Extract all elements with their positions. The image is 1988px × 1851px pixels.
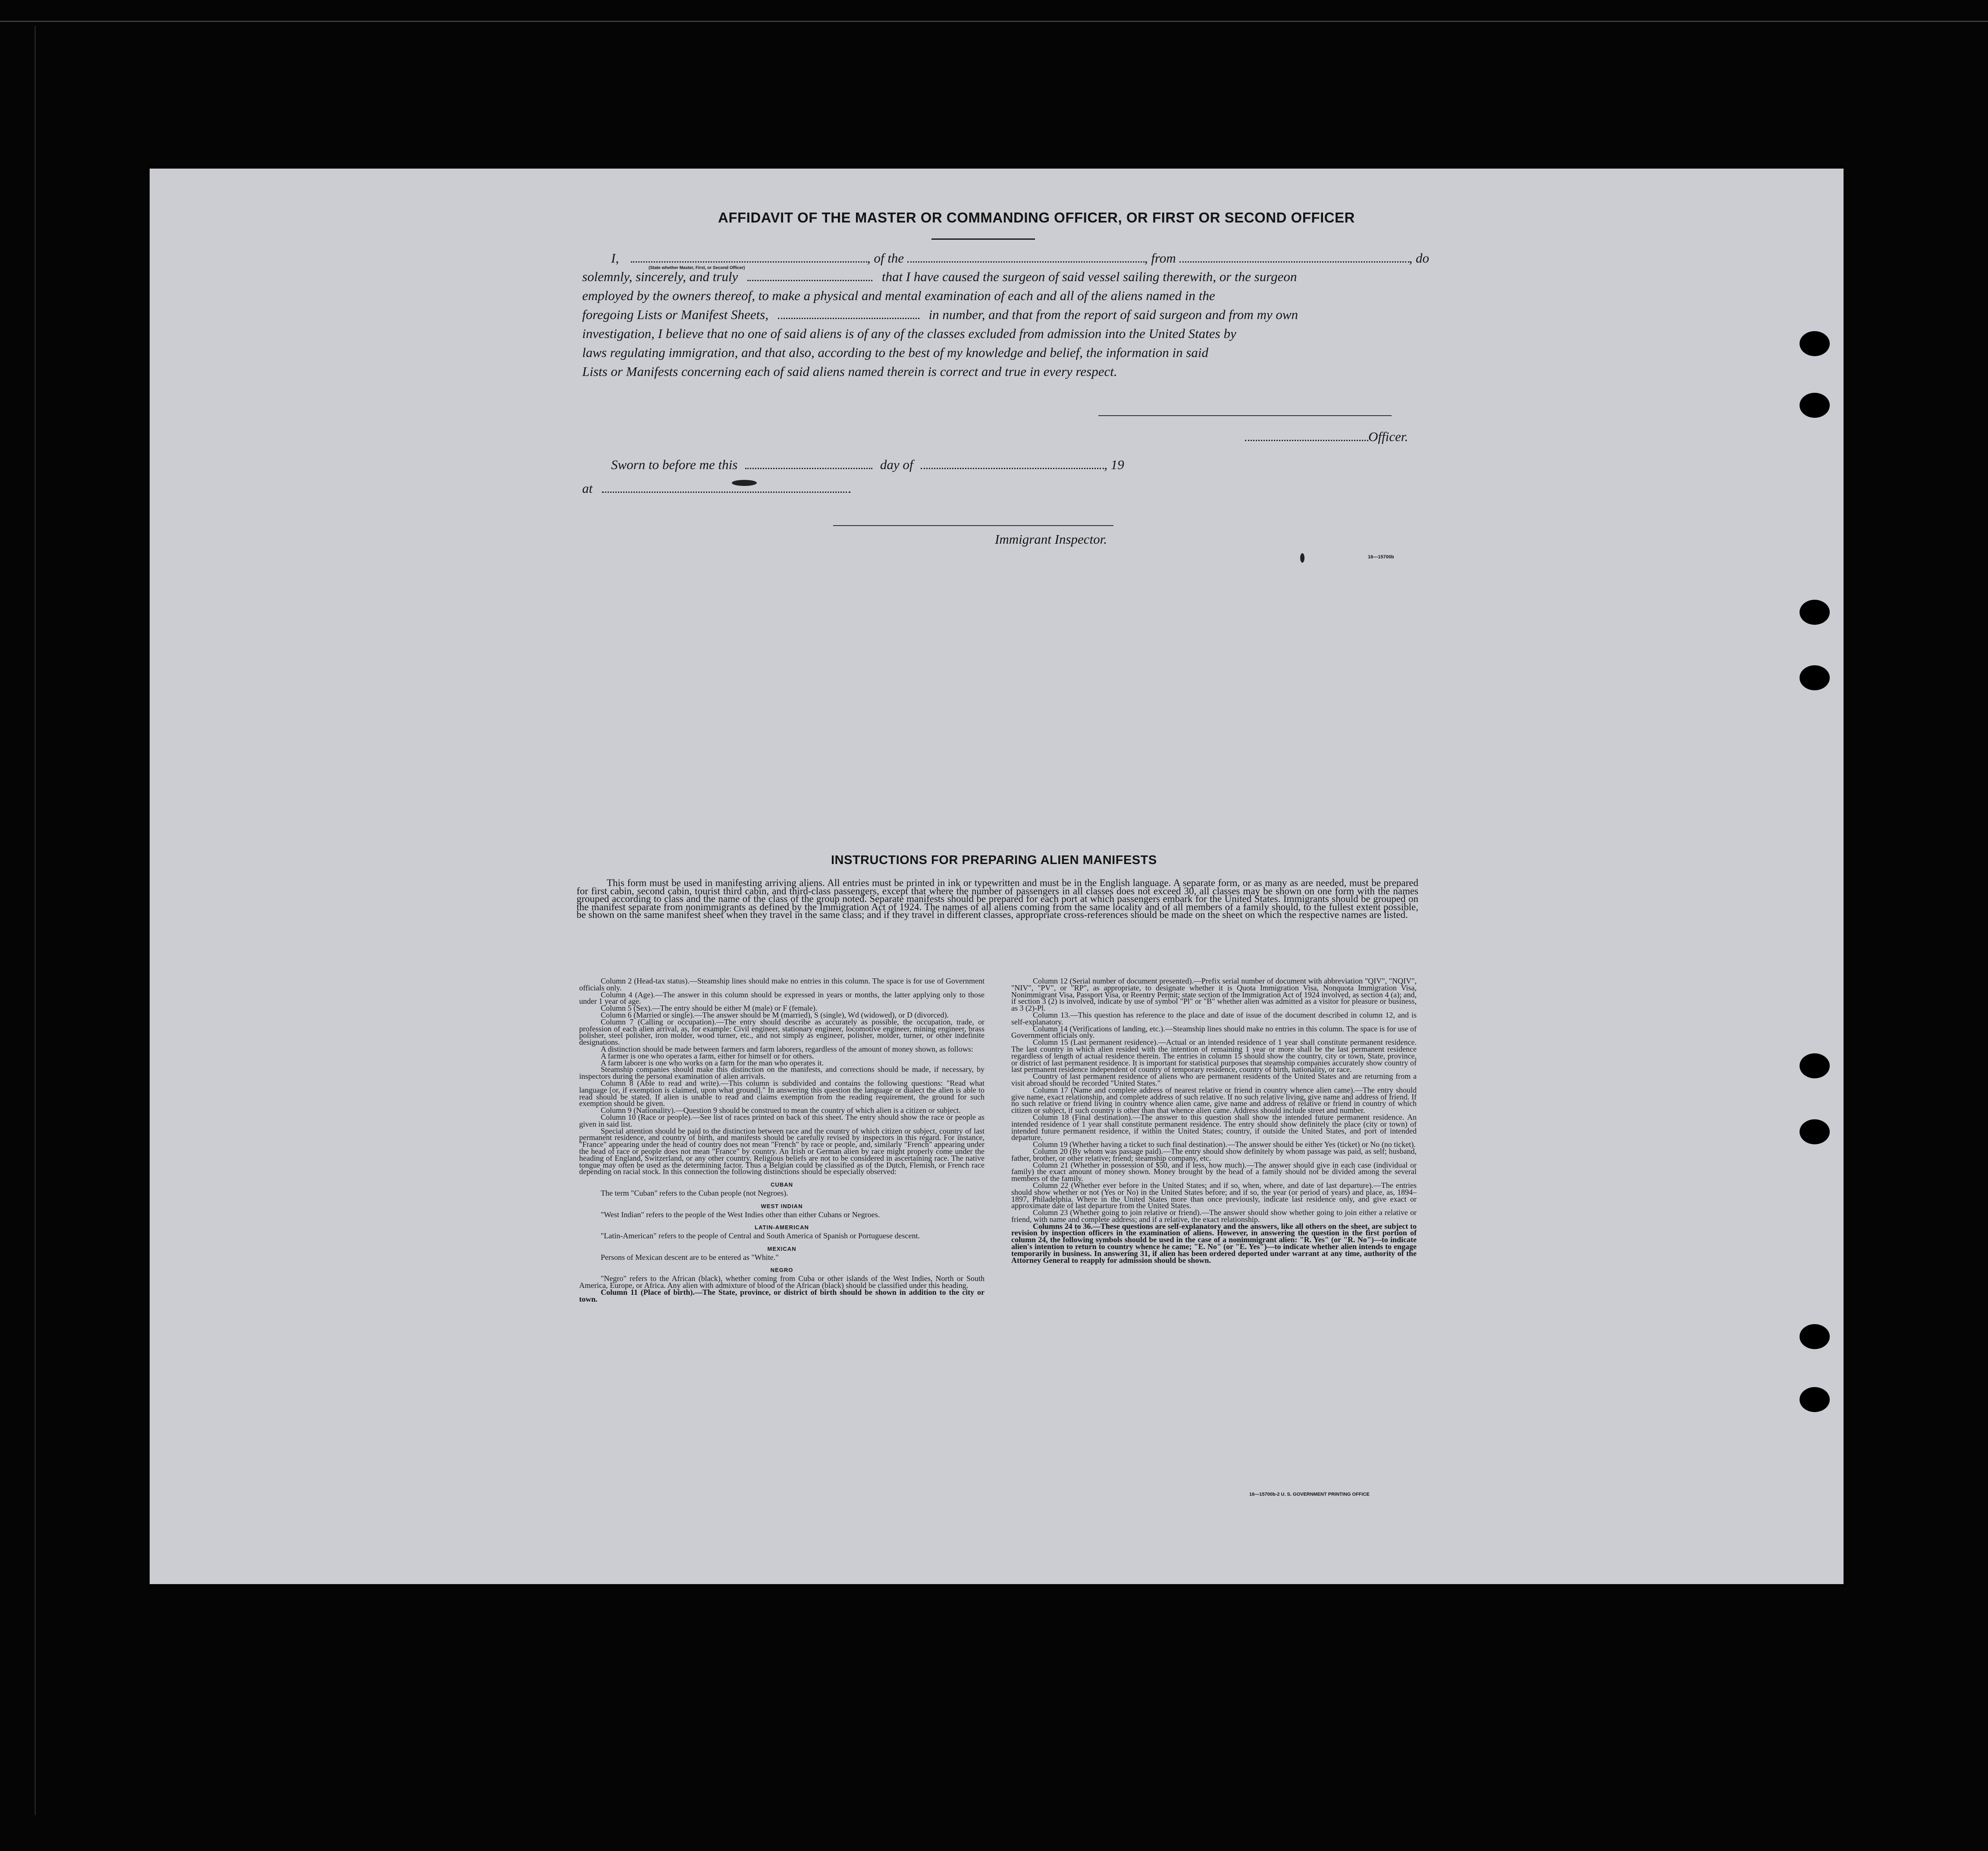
left-para: Column 8 (Able to read and write).—This column is subdivided and contains the following questions: "Read what language [or, if exemption is claimed, upon what ground]." In answering this question the language or dialect the alien is able to read should be stated. If alien is unable to read and claims exemption from the reading requirement, the ground for such exemption should be given.	[579, 1078, 985, 1108]
film-frame-top	[0, 21, 1988, 22]
left-para: A farm laborer is one who works on a farm for the man who operates it.	[601, 1058, 824, 1067]
punch-hole	[1800, 600, 1830, 625]
right-para: Column 23 (Whether going to join relative or friend).—The answer should show whether going to join either a relative or friend, with name and complete address; and if a relative, the exact relationship.	[1011, 1208, 1417, 1224]
left-para: Column 2 (Head-tax status).—Steamship lines should make no entries in this column. The space is for use of Government officials only.	[579, 977, 985, 992]
right-para: Column 22 (Whether ever before in the United States; and if so, when, where, and date of last departure).—The entries should show whether or not (Yes or No) in the United States before; and if so, the year (or period of years) and place, as, 1894–1897, Philadelphia. Where in the United States more than once previously, indicate last residence only, and give exact or approximate date of last departure from the United States.	[1011, 1181, 1417, 1210]
affidavit-form-code: 16—15700b	[1368, 554, 1394, 560]
title-underline	[931, 238, 1035, 240]
sworn-row	[611, 455, 1124, 474]
do-label: , do	[1409, 251, 1429, 266]
instructions-intro	[577, 879, 1418, 919]
affidavit-line-5: investigation, I believe that no one of said aliens is of any of the classes excluded from admission into the United States by	[582, 326, 1236, 341]
at-row	[582, 479, 850, 498]
officer-rank-note: (State whether Master, First, or Second Officer)	[649, 266, 745, 270]
oath-field[interactable]	[747, 273, 872, 281]
race-heading: NEGRO	[770, 1267, 793, 1274]
affidavit-line-1	[611, 249, 1429, 268]
inspector-label: Immigrant Inspector.	[995, 532, 1107, 547]
officer-signature-row	[1245, 427, 1408, 446]
affidavit-line-7: Lists or Manifests concerning each of said aliens named therein is correct and true in every respect.	[582, 364, 1117, 379]
race-note: Persons of Mexican descent are to be entered as "White."	[601, 1253, 779, 1262]
line2-end: that I have caused the surgeon of said vessel sailing therewith, or the surgeon	[881, 269, 1297, 284]
punch-hole	[1800, 1053, 1830, 1078]
from-label: , from	[1144, 251, 1176, 266]
year-label: , 19	[1104, 457, 1124, 472]
sworn-month-field[interactable]	[921, 461, 1104, 469]
port-from-field[interactable]	[1179, 254, 1409, 263]
race-note: "Latin-American" refers to the people of Central and South America of Spanish or Portuguese descent.	[601, 1231, 920, 1240]
line4-end: in number, and that from the report of said surgeon and from my own	[928, 307, 1298, 322]
right-para: Column 15 (Last permanent residence).—Actual or an intended residence of 1 year shall constitute permanent residence. The last country in which alien resided with the intention of remaining 1 year or more shall be the last permanent residence regardless of length of actual residence therein. The entries in column 15 should show the country, city or town, State, province, or district of last permanent residence. It is important for statistical purposes that steamship companies accurately show country of last permanent residence independent of country of temporary residence, country of birth, nationality, or race.	[1011, 1038, 1417, 1074]
right-para: Country of last permanent residence of aliens who are permanent residents of the United States and are returning from a visit abroad should be recorded "United States."	[1011, 1072, 1417, 1087]
right-para: Column 12 (Serial number of document presented).—Prefix serial number of document with abbreviation "QIV", "NQIV", "NIV", "PV", or "RP", as appropriate, to designate whether it is Quota Immigration Visa, Nonquota Immigration Visa, Nonimmigrant Visa, Passport Visa, or Reentry Permit; state section of the Immigration Act of 1924 involved, as section 4 (a); and, if section 3 (2) is involved, indicate by use of symbol "Pl" or "B" whether alien was admitted as a visitor for pleasure or business, as 3 (2)-Pl.	[1011, 977, 1417, 1013]
day-of-label: day of	[880, 457, 913, 472]
film-frame-left	[34, 26, 36, 1815]
instructions-left-column	[579, 978, 985, 1303]
officer-signature-field[interactable]	[1245, 433, 1368, 441]
manifest-sheet	[150, 169, 1844, 1584]
affidavit-title: AFFIDAVIT OF THE MASTER OR COMMANDING OFFICER, OR FIRST OR SECOND OFFICER	[718, 210, 1355, 226]
left-para: Special attention should be paid to the distinction between race and the country of which citizen or subject, country of last permanent residence, and country of birth, and manifests should be carefully revised by inspectors in this regard. For instance, "France" appearing under the head of country does not mean "French" by race or people, and, similarly "French" appearing under the head of race or people does not mean "France" by country. An Irish or German alien by race might properly come under the heading of England, Switzerland, or any other country. Religious beliefs are not to be considered in ascertaining race. The native tongue may often be used as the determining factor. Thus a Belgian could be classified as of the Dutch, Flemish, or French race depending on racial stock. In this connection the following distinctions should be especially observed:	[579, 1126, 985, 1176]
inspector-signature-line[interactable]	[833, 524, 1113, 526]
right-para: Column 13.—This question has reference to the place and date of issue of the document described in column 12, and is self-explanatory.	[1011, 1010, 1417, 1026]
right-para: Column 17 (Name and complete address of nearest relative or friend in country whence alien came).—The entry should give name, exact relationship, and complete address of such relative. If no such relative living, give name and address of friend. If no such relative or friend living in country whence alien came, give name and address of relative or friend in country of which citizen or subject, if such country is other than that whence alien came. Address should include street and number.	[1011, 1085, 1417, 1115]
left-para: Column 10 (Race or people).—See list of races printed on back of this sheet. The entry should show the race or people as given in said list.	[579, 1112, 985, 1128]
punch-hole	[1800, 1119, 1830, 1144]
right-para: Column 20 (By whom was passage paid).—The entry should show definitely by whom passage was paid, as self; husband, father, brother, or other relative; friend; steamship company, etc.	[1011, 1146, 1417, 1162]
punch-hole	[1800, 1324, 1830, 1349]
sworn-day-field[interactable]	[745, 461, 872, 469]
right-para: Column 21 (Whether in possession of $50, and if less, how much).—The answer should give in each case (individual or family) the exact amount of money shown. Money brought by the head of a family should not be divided among the several members of the family.	[1011, 1160, 1417, 1183]
left-para: Column 9 (Nationality).—Question 9 should be construed to mean the country of which alien is a citizen or subject.	[601, 1106, 961, 1115]
officer-label: Officer.	[1368, 429, 1408, 444]
pronoun-i: I,	[611, 251, 619, 266]
sworn-label: Sworn to before me this	[611, 457, 738, 472]
right-para: Column 19 (Whether having a ticket to such final destination).—The answer should be either Yes (ticket) or No (no ticket).	[1033, 1140, 1416, 1149]
left-para: Column 6 (Married or single).—The answer should be M (married), S (single), Wd (widowed), or D (divorced).	[601, 1010, 949, 1019]
left-para: Steamship companies should make this distinction on the manifests, and corrections should be made, if necessary, by inspectors during the personal examination of alien arrivals.	[579, 1065, 985, 1081]
punch-hole	[1800, 331, 1830, 356]
race-heading: WEST INDIAN	[761, 1203, 803, 1209]
at-label: at	[582, 481, 593, 496]
race-note: The term "Cuban" refers to the Cuban people (not Negroes).	[601, 1188, 788, 1197]
ink-smudge	[1300, 553, 1304, 563]
race-heading: LATIN-AMERICAN	[755, 1224, 809, 1231]
line4-start: foregoing Lists or Manifest Sheets,	[582, 307, 768, 322]
race-heading: CUBAN	[771, 1181, 793, 1188]
punch-hole	[1800, 393, 1830, 418]
punch-hole	[1800, 665, 1830, 690]
left-last-para: Column 11 (Place of birth).—The State, province, or district of birth should be shown in addition to the city or town.	[579, 1287, 985, 1303]
affidavit-line-6: laws regulating immigration, and that also, according to the best of my knowledge and belief, the information in said	[582, 345, 1209, 360]
race-heading: MEXICAN	[767, 1245, 796, 1252]
affidavit-line-2	[582, 267, 1297, 286]
right-para: Column 18 (Final destination).—The answer to this question shall show the intended future permanent residence. An intended residence of 1 year shall constitute permanent residence. The entry should show definitely the place (city or town) of intended future permanent residence, if within the United States; country, if outside the United States, and port of intended departure.	[1011, 1112, 1417, 1142]
instructions-title: INSTRUCTIONS FOR PREPARING ALIEN MANIFESTS	[831, 853, 1157, 867]
signature-line[interactable]	[1098, 414, 1392, 416]
intro-paragraph: This form must be used in manifesting arriving aliens. All entries must be printed in ink or typewritten and must be in the English language. A separate form, or as many as are needed, must be prepared for first cabin, second cabin, tourist third cabin, and third-class passengers, except that where the number of passengers in all classes does not exceed 30, all classes may be shown on one form with the names grouped according to class and the name of the class of the group noted. Separate manifests should be prepared for each port at which passengers embark for the United States. Immigrants should be grouped on the manifest separate from nonimmigrants as defined by the Immigration Act of 1924. The names of all aliens coming from the same locality and of all members of a family should, to the fullest extent possible, be shown on the same manifest sheet when they travel in the same class; and if they travel in different classes, appropriate cross-references should be made on the sheet on which the respective names are listed.	[577, 877, 1418, 920]
officer-rank-field[interactable]	[631, 254, 867, 263]
sworn-place-field[interactable]	[602, 485, 850, 493]
right-para: Column 14 (Verifications of landing, etc.).—Steamship lines should make no entries in this column. The space is for use of Government officials only.	[1011, 1024, 1417, 1040]
line2-start: solemnly, sincerely, and truly	[582, 269, 738, 284]
left-para: Column 7 (Calling or occupation).—The entry should describe as accurately as possible, the occupation, trade, or profession of each alien arrival, as, for example: Civil engineer, stationary engineer, locomotive engineer, mining engineer, brass polisher, steel polisher, iron molder, wood turner, etc., and not simply as engineer, polisher, molder, turner, or other indefinite designations.	[579, 1017, 985, 1047]
race-note: "Negro" refers to the African (black), whether coming from Cuba or other islands of the West Indies, North or South America, Europe, or Africa. Any alien with admixture of blood of the African (black) should be classified under this heading.	[579, 1274, 985, 1290]
left-para: Column 4 (Age).—The answer in this column should be expressed in years or months, the latter applying only to those under 1 year of age.	[579, 990, 985, 1006]
race-note: "West Indian" refers to the people of the West Indies other than either Cubans or Negroes.	[601, 1210, 880, 1219]
right-para: Columns 24 to 36.—These questions are self-explanatory and the answers, like all others on the sheet, are subject to revision by inspection officers in the examination of aliens. However, in answering the question in the first portion of column 24, the following symbols should be used in the case of a nonimmigrant alien: "R. Yes" (or "R. No")—to indicate alien's intention to return to country whence he came; "E. No" (or "E. Yes")—to indicate whether alien intends to engage temporarily in business. In answering 31, if alien has been ordered deported under warrant at any time, authority of the Attorney General to reapply for admission should be shown.	[1011, 1221, 1417, 1265]
punch-hole	[1800, 1387, 1830, 1412]
left-para: A distinction should be made between farmers and farm laborers, regardless of the amount of money shown, as follows:	[601, 1044, 973, 1053]
left-para: Column 5 (Sex).—The entry should be either M (male) or F (female).	[601, 1004, 818, 1013]
affidavit-line-4	[582, 305, 1298, 324]
of-the-label: , of the	[867, 251, 904, 266]
printing-office-footer: 16—15700b-2 U. S. GOVERNMENT PRINTING OFFICE	[1249, 1492, 1370, 1497]
left-para: A farmer is one who operates a farm, either for himself or for others.	[601, 1051, 814, 1060]
instructions-right-column	[1011, 978, 1417, 1264]
sheet-count-field[interactable]	[778, 311, 919, 319]
affidavit-line-3: employed by the owners thereof, to make a physical and mental examination of each and all of the aliens named in the	[582, 288, 1215, 303]
vessel-name-field[interactable]	[907, 254, 1145, 263]
